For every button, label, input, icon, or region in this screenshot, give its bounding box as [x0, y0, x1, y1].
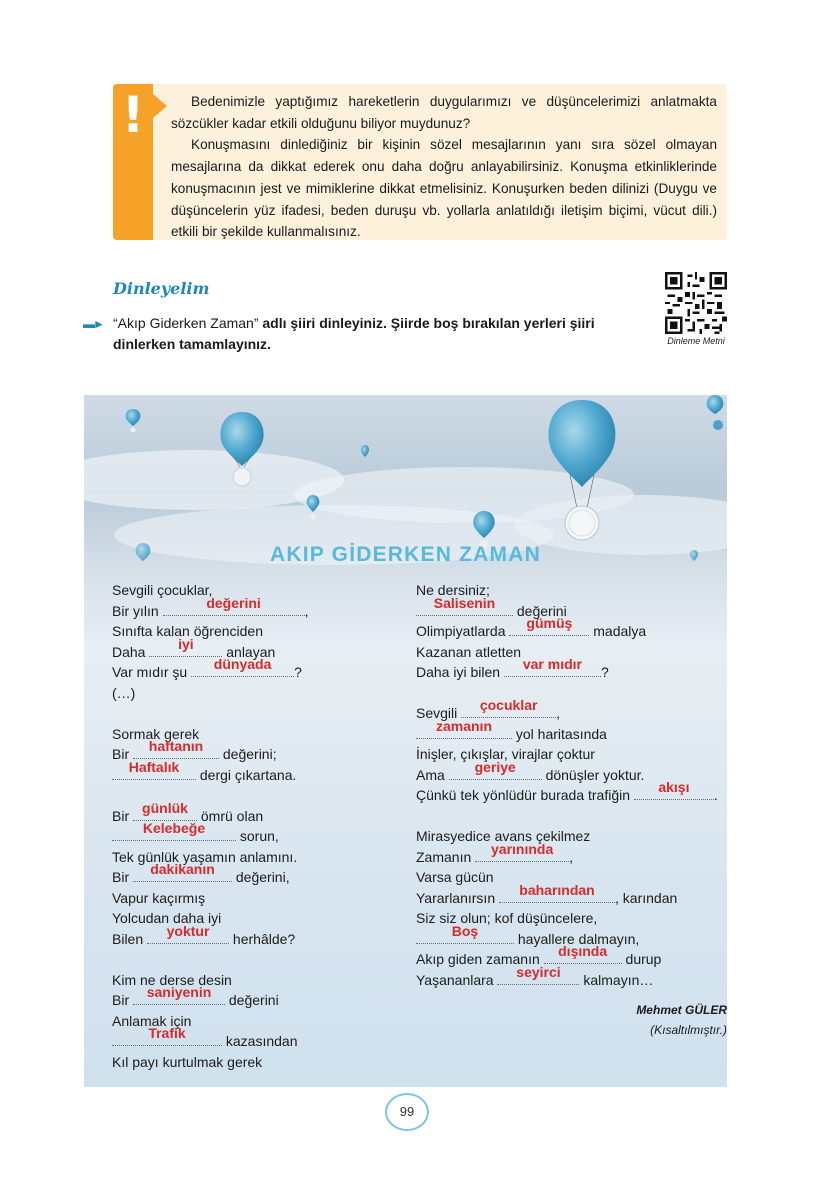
line-text: Bir yılın [112, 602, 163, 619]
instruction-text [113, 313, 648, 355]
section-title: Dinleyelim [113, 279, 210, 298]
line-text: Sınıfta kalan öğrenciden [112, 623, 263, 639]
line-text: kazasından [222, 1033, 298, 1049]
line-text: Kıl payı kurtulmak gerek [112, 1053, 263, 1070]
poem-line [112, 820, 402, 847]
fill-blank[interactable] [416, 594, 513, 616]
line-text: , [569, 848, 574, 865]
answer: yarınında [491, 840, 554, 857]
info-stripe-notch [153, 94, 167, 118]
line-text: değerini; [219, 746, 277, 762]
poem-line [416, 779, 727, 806]
line-text: anlayan [222, 643, 276, 660]
stanza-gap [416, 806, 727, 827]
answer: yoktur [166, 922, 210, 939]
fill-blank[interactable] [191, 656, 294, 677]
poem-line [112, 922, 402, 950]
answer: akışı [658, 779, 690, 795]
line-text: Mirasyedice avans çekilmez [416, 828, 591, 844]
fill-blank[interactable] [544, 943, 622, 964]
line-text: , [556, 705, 561, 721]
line-text: Bir [112, 746, 133, 762]
line-text: Kazanan atletten [416, 643, 522, 660]
fill-blank[interactable] [112, 820, 236, 841]
fill-blank[interactable] [133, 984, 225, 1005]
line-text: ? [294, 664, 302, 680]
fill-blank[interactable] [475, 840, 569, 862]
poem-line [112, 758, 402, 786]
line-text: Bir [112, 807, 133, 824]
poem-line [416, 615, 727, 642]
page-number: 99 [385, 1093, 429, 1131]
answer: geriye [474, 758, 516, 775]
poem-line [112, 683, 402, 704]
info-paragraph-2: Konuşmasını dinlediğiniz bir kişinin sözel mesajlarının yanı sıra sözel olmayan mesajlarına da dikkat ederek onu daha doğru anlayabilirsiniz. Konuşma etkinliklerinde konuşmacının jest ve mimiklerine dikkat etmelisiniz. Konuşurken beden dilinizi (Duygu ve düşüncelerin yüz ifadesi, beden duruşu vb. yollarla anlatıldığı iletişim biçimi, vücut dili.) etkili bir şekilde kullanmalısınız. [171, 137, 717, 240]
fill-blank[interactable] [634, 779, 714, 800]
fill-blank[interactable] [497, 963, 579, 985]
answer: baharından [519, 881, 595, 898]
answer: Kelebeğe [142, 820, 206, 836]
answer: var mıdır [522, 656, 582, 672]
poem-line [416, 826, 727, 847]
line-text: Ne dersiniz; [416, 582, 490, 598]
info-text [171, 91, 717, 243]
poem-line [416, 963, 727, 991]
poem-line [112, 1052, 402, 1073]
line-text: Daha iyi bilen [416, 664, 504, 680]
answer: dünyada [213, 656, 272, 672]
answer: saniyenin [146, 984, 212, 1000]
line-text: Tek günlük yaşamın anlamını. [112, 848, 298, 865]
line-text: Bilen [112, 930, 148, 947]
line-text: durup [621, 951, 662, 967]
poem-line [416, 717, 727, 745]
answer: değerini [206, 594, 261, 611]
fill-blank[interactable] [149, 635, 222, 657]
info-paragraph-1: Bedenimizle yaptığımız hareketlerin duygularımızı ve düşüncelerimizi anlatmakta sözcükler kadar etkili olduğunu biliyor muydunuz? [171, 94, 717, 131]
poem-left-column [112, 580, 402, 1072]
line-text: Yararlanırsın [416, 889, 499, 906]
line-text: kalmayın… [579, 971, 654, 988]
line-text: dergi çıkartana. [196, 766, 297, 783]
line-text: Yolcudan daha iyi [112, 910, 222, 926]
line-text: , [304, 602, 309, 619]
line-text: Bir [112, 992, 133, 1008]
exclamation-icon: ! [121, 86, 145, 144]
answer: Haftalık [128, 758, 180, 775]
poem-line [112, 1025, 402, 1052]
line-text: yol haritasında [512, 725, 607, 742]
line-text: Akıp giden zamanın [416, 951, 544, 967]
line-text: Varsa gücün [416, 869, 494, 885]
info-box [113, 84, 727, 240]
instruction-poem-name: “Akıp Giderken Zaman” [113, 315, 259, 331]
poem-note: (Kısaltılmıştır.) [650, 1023, 727, 1037]
line-text: değerini [513, 602, 567, 619]
fill-blank[interactable] [416, 717, 512, 739]
answer: çocuklar [479, 697, 538, 713]
line-text: İnişler, çıkışlar, virajlar çoktur [416, 746, 595, 762]
line-text: Vapur kaçırmış [112, 889, 206, 906]
line-text: Zamanın [416, 848, 476, 865]
balloon-icon [361, 445, 369, 457]
answer: dakikanın [150, 861, 215, 877]
qr-code-icon[interactable] [665, 272, 727, 334]
fill-blank[interactable] [461, 697, 556, 718]
line-text: Ama [416, 766, 449, 783]
line-text: (…) [112, 684, 136, 701]
poem-right-column [416, 580, 727, 990]
fill-blank[interactable] [133, 738, 219, 759]
poem-line [112, 888, 402, 909]
answer: Salisenin [433, 594, 496, 611]
fill-blank[interactable] [147, 922, 229, 944]
answer: günlük [142, 799, 188, 816]
poem-line [416, 840, 727, 868]
line-text: hayallere dalmayın, [514, 930, 640, 947]
line-text: Daha [112, 643, 150, 660]
answer: dışında [558, 943, 608, 959]
balloon-icon [707, 395, 724, 430]
fill-blank[interactable] [449, 758, 542, 780]
line-text: , karından [615, 889, 678, 906]
fill-blank[interactable] [112, 758, 196, 780]
answer: Boş [451, 922, 479, 939]
fill-blank[interactable] [112, 1025, 222, 1046]
line-text: Kim ne derse desin [112, 971, 232, 988]
poem-panel [84, 395, 727, 1087]
line-text: Yaşananlara [416, 971, 498, 988]
line-text: Sormak gerek [112, 725, 200, 742]
qr-caption: Dinleme Metni [667, 336, 725, 346]
line-text: dönüşler yoktur. [541, 766, 645, 783]
line-text: Olimpiyatlarda [416, 623, 510, 639]
line-text: Sevgili [416, 705, 462, 721]
poem-author: Mehmet GÜLER [636, 1003, 727, 1017]
fill-blank[interactable] [504, 656, 601, 677]
line-text: Var mıdır şu [112, 664, 192, 680]
poem-line [112, 594, 402, 622]
answer: zamanın [435, 717, 492, 734]
fill-blank[interactable] [499, 881, 615, 903]
line-text: ömrü olan [197, 807, 264, 824]
answer: Trafik [148, 1025, 186, 1041]
line-text: Sevgili çocuklar, [112, 582, 213, 598]
line-text: Çünkü tek yönlüdür burada trafiğin [416, 787, 634, 803]
line-text: herhâlde? [229, 930, 296, 947]
fill-blank[interactable] [133, 799, 197, 821]
line-text: sorun, [236, 828, 279, 844]
fill-blank[interactable] [416, 922, 514, 944]
fill-blank[interactable] [163, 594, 305, 616]
poem-line [416, 881, 727, 909]
line-text: Siz siz olun; kof düşüncelere, [416, 910, 598, 926]
poem-author-block [636, 1000, 727, 1040]
answer: haftanın [148, 738, 204, 754]
arrow-right-icon: ▬► [83, 317, 103, 331]
poem-title: AKIP GİDERKEN ZAMAN [270, 543, 541, 566]
line-text: ? [600, 664, 609, 680]
line-text: madalya [589, 623, 647, 639]
line-text: değerini [225, 992, 279, 1008]
poem-line [112, 984, 402, 1011]
line-text: . [713, 787, 718, 803]
stanza-gap [112, 949, 402, 970]
poem-line [112, 656, 402, 683]
line-text: değerini, [232, 869, 290, 885]
fill-blank[interactable] [133, 861, 232, 882]
stanza-gap [112, 703, 402, 724]
poem-line [416, 656, 727, 683]
line-text: Anlamak için [112, 1012, 192, 1029]
line-text: Bir [112, 869, 133, 885]
instruction-rest: adlı şiiri dinleyiniz. Şiirde boş bırakılan yerleri şiiri dinlerken tamamlayınız. [113, 315, 595, 352]
balloon-icon [126, 409, 141, 433]
answer: seyirci [516, 963, 561, 980]
fill-blank[interactable] [509, 615, 589, 636]
answer: gümüş [526, 615, 573, 631]
answer: iyi [178, 635, 194, 652]
poem-line [112, 861, 402, 888]
info-stripe [113, 84, 153, 240]
